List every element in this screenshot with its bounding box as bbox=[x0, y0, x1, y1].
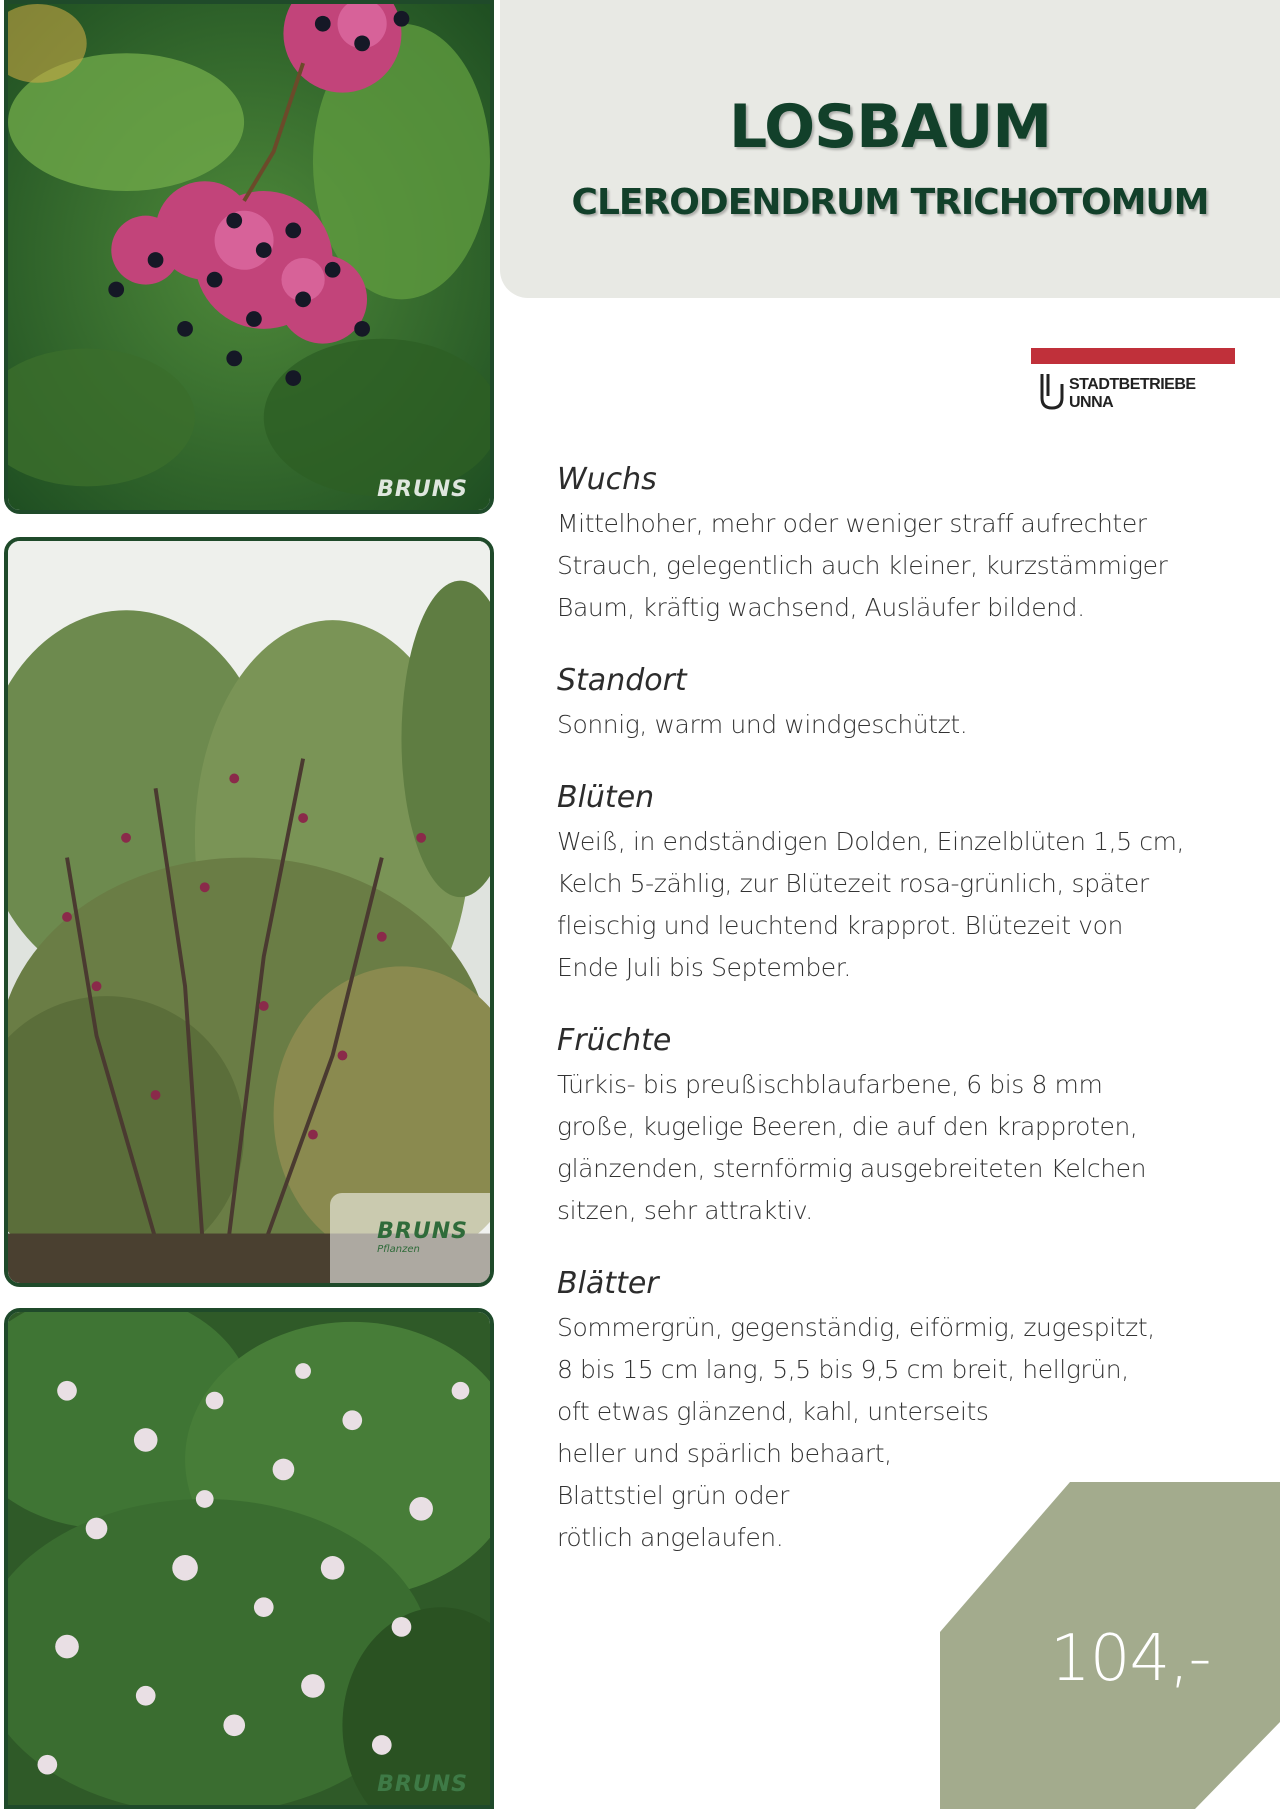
section-heading: Früchte bbox=[557, 1023, 672, 1058]
title-panel bbox=[500, 0, 1280, 298]
section-wuchs bbox=[557, 462, 1237, 629]
section-text: Weiß, in endständigen Dolden, Einzelblüten 1,5 cm, Kelch 5-zählig, zur Blütezeit rosa-grünlich, später fleischig und leuchtend krapprot. Blütezeit von Ende Juli bis September. bbox=[557, 827, 1185, 982]
section-heading: Blüten bbox=[557, 780, 655, 815]
logo-mark-icon bbox=[1039, 372, 1065, 412]
bruns-watermark: BRUNS bbox=[377, 477, 468, 502]
section-fruechte bbox=[557, 1023, 1237, 1232]
logo-red-bar bbox=[1031, 348, 1235, 364]
price-value: 104,- bbox=[1050, 1622, 1211, 1696]
flowering-image bbox=[8, 1312, 490, 1805]
stadtbetriebe-logo bbox=[1031, 348, 1235, 414]
page-title: LOSBAUM bbox=[728, 92, 1052, 162]
bruns-watermark: BRUNS bbox=[377, 1772, 468, 1797]
section-heading: Standort bbox=[557, 663, 687, 698]
bruns-watermark: BRUNS Pflanzen bbox=[377, 1219, 468, 1255]
section-text: Türkis- bis preußischblaufarbene, 6 bis 8 mm große, kugelige Beeren, die auf den krapproten, glänzenden, sternförmig ausgebreiteten Kelchen sitzen, sehr attraktiv. bbox=[557, 1070, 1147, 1225]
section-text: Sonnig, warm und windgeschützt. bbox=[557, 710, 968, 739]
berries-image bbox=[8, 4, 490, 510]
section-standort bbox=[557, 663, 1237, 746]
photo-flowering bbox=[4, 1308, 494, 1809]
photo-shrub bbox=[4, 537, 494, 1287]
plant-description bbox=[557, 462, 1237, 1593]
logo-text: STADTBETRIEBE UNNA bbox=[1069, 376, 1196, 411]
section-text: Sommergrün, gegenständig, eiförmig, zugespitzt, 8 bis 15 cm lang, 5,5 bis 9,5 cm breit, hellgrün, oft etwas glänzend, kahl, unterseits heller und spärlich behaart, Blattstiel grün oder rötlich angelaufen. bbox=[557, 1313, 1155, 1552]
section-heading: Blätter bbox=[557, 1266, 659, 1301]
photo-berries bbox=[4, 0, 494, 514]
botanical-name: CLERODENDRUM TRICHOTOMUM bbox=[571, 182, 1209, 223]
section-heading: Wuchs bbox=[557, 462, 657, 497]
shrub-image bbox=[8, 541, 490, 1283]
section-text: Mittelhoher, mehr oder weniger straff aufrechter Strauch, gelegentlich auch kleiner, kurzstämmiger Baum, kräftig wachsend, Ausläufer bildend. bbox=[557, 509, 1168, 622]
section-blueten bbox=[557, 780, 1237, 989]
